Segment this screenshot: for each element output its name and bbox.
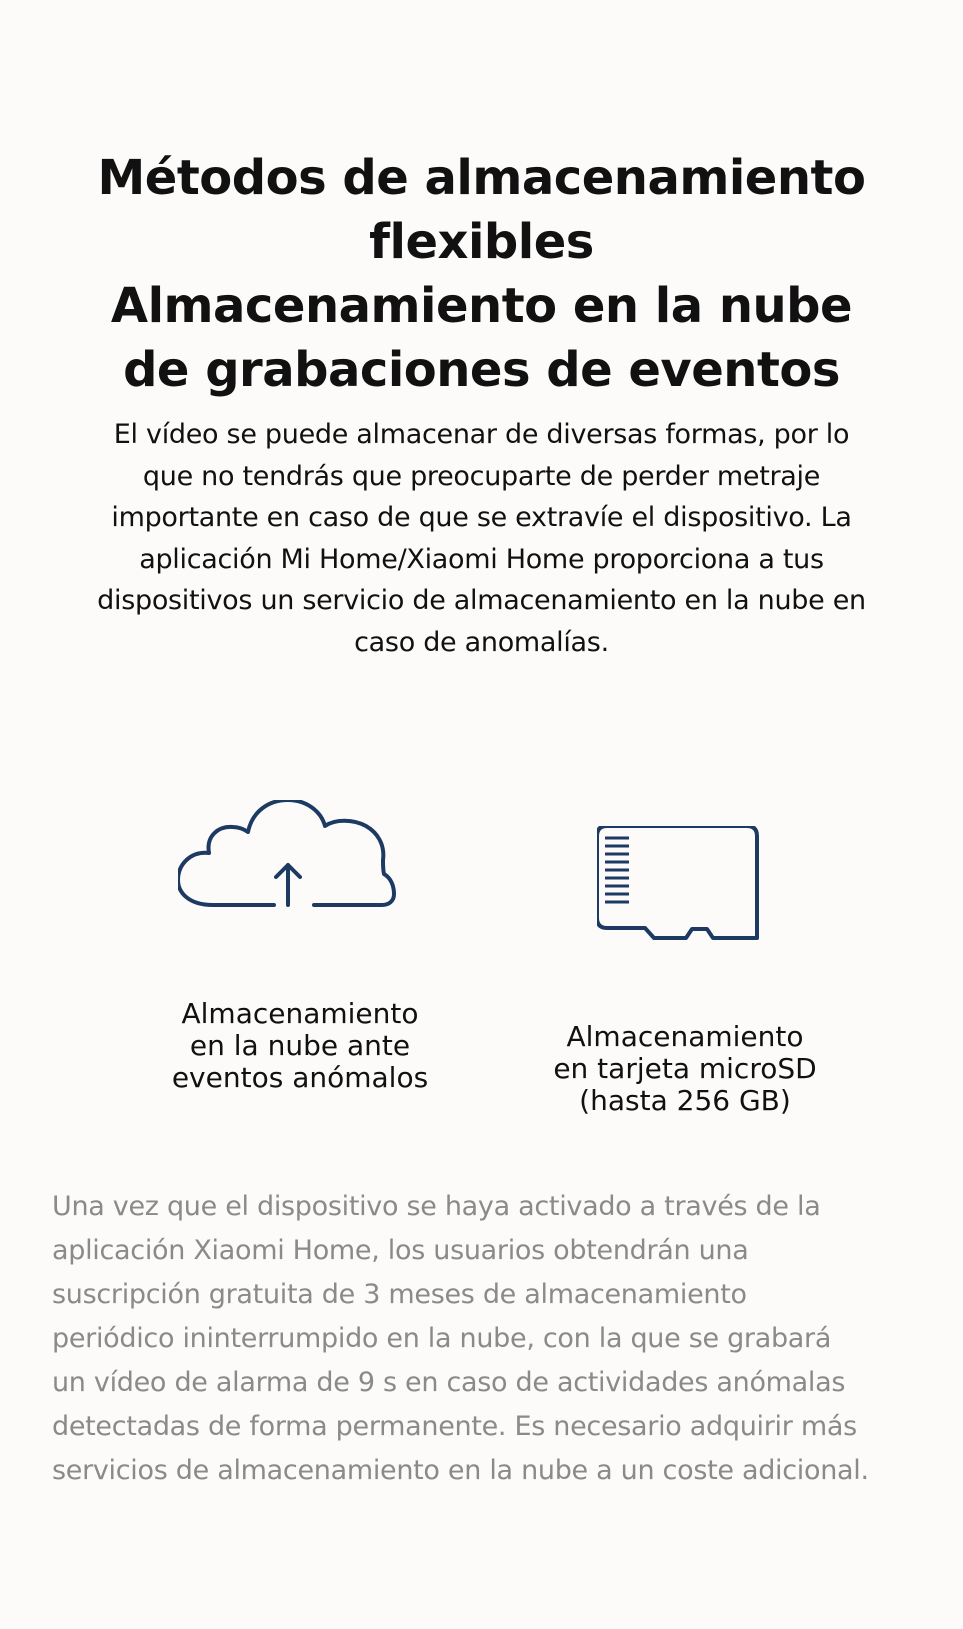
title-line: de grabaciones de eventos <box>123 342 840 398</box>
cloud-upload-icon <box>178 800 411 950</box>
microsd-card-icon <box>597 826 768 949</box>
note-line: Una vez que el dispositivo se haya activado a través de la <box>52 1191 821 1222</box>
label-line: Almacenamiento <box>566 1020 804 1053</box>
intro-line: El vídeo se puede almacenar de diversas formas, por lo <box>113 419 850 450</box>
intro-line: dispositivos un servicio de almacenamiento en la nube en <box>97 585 866 616</box>
label-line: en tarjeta microSD <box>553 1052 817 1085</box>
label-line: Almacenamiento <box>181 997 419 1030</box>
intro-line: aplicación Mi Home/Xiaomi Home proporciona a tus <box>139 543 824 575</box>
note-line: periódico ininterrumpido en la nube, con la que se grabará <box>52 1323 832 1354</box>
note-line: aplicación Xiaomi Home, los usuarios obtendrán una <box>52 1235 749 1266</box>
note-line: servicios de almacenamiento en la nube a un coste adicional. <box>52 1455 869 1486</box>
cloud-storage-label <box>150 998 450 1094</box>
subscription-note <box>52 1185 932 1493</box>
label-line: (hasta 256 GB) <box>579 1084 791 1117</box>
note-line: detectadas de forma permanente. Es necesario adquirir más <box>52 1411 857 1442</box>
note-line: suscripción gratuita de 3 meses de almacenamiento <box>52 1279 747 1310</box>
title-line: flexibles <box>369 214 594 270</box>
label-line: en la nube ante <box>189 1029 411 1062</box>
note-line: un vídeo de alarma de 9 s en caso de actividades anómalas <box>52 1367 846 1398</box>
intro-line: caso de anomalías. <box>354 626 609 658</box>
intro-line: que no tendrás que preocuparte de perder metraje <box>142 460 821 492</box>
intro-line: importante en caso de que se extravíe el dispositivo. La <box>111 502 852 533</box>
title-line: Almacenamiento en la nube <box>110 278 853 334</box>
label-line: eventos anómalos <box>171 1061 429 1094</box>
intro-paragraph <box>70 414 893 663</box>
microsd-storage-label <box>535 1021 835 1117</box>
page-title <box>60 146 903 402</box>
title-line: Métodos de almacenamiento <box>97 150 866 206</box>
